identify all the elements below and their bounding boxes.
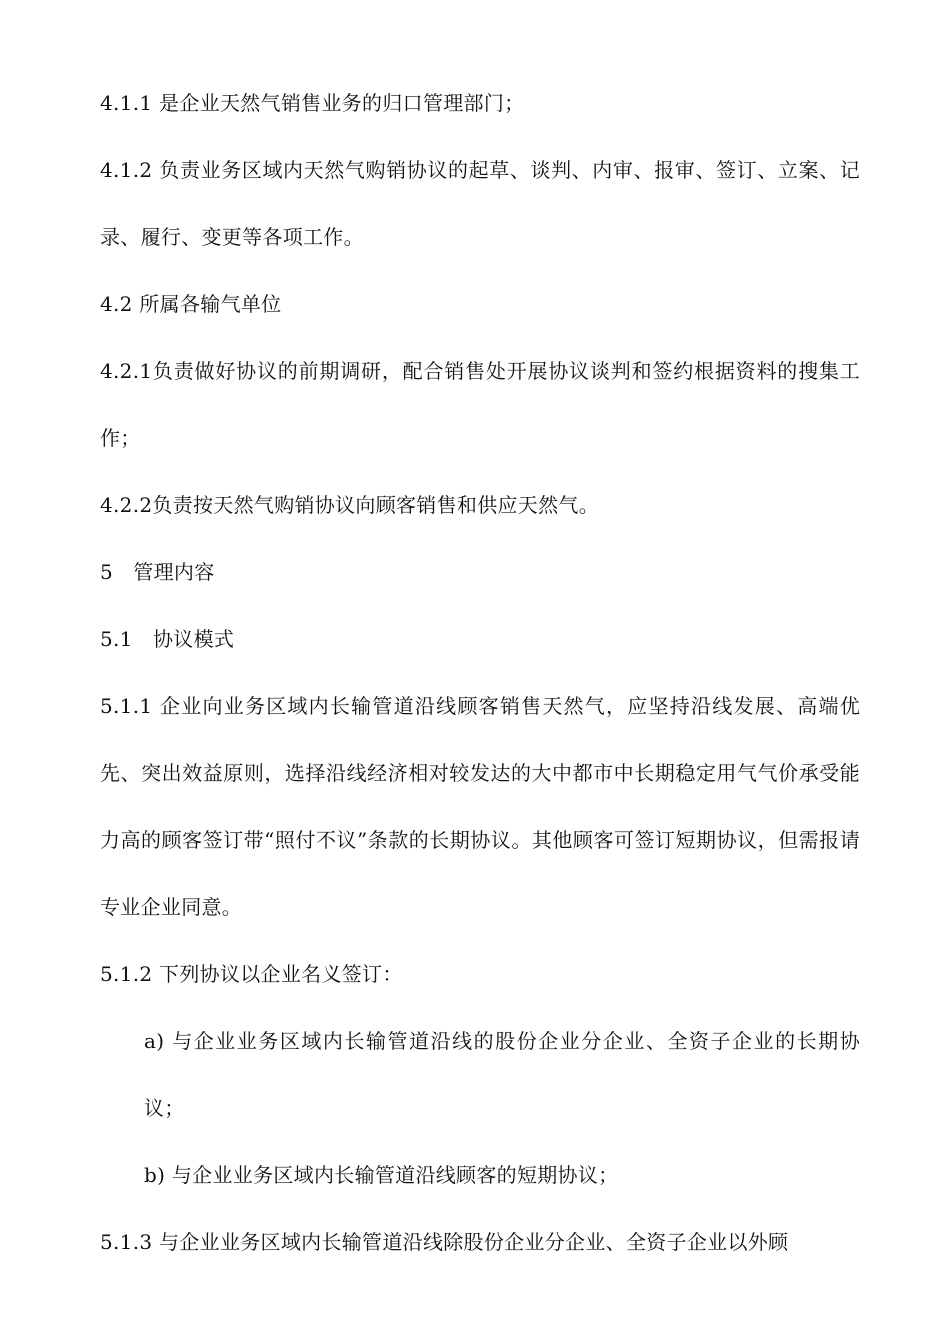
clause-5-1-3: 5.1.3 与企业业务区域内长输管道沿线除股份企业分企业、全资子企业以外顾 bbox=[100, 1230, 789, 1254]
list-item-b: b) 与企业业务区域内长输管道沿线顾客的短期协议； bbox=[144, 1163, 619, 1187]
clause-4-2-1: 4.2.1负责做好协议的前期调研，配合销售处开展协议谈判和签约根据资料的搜集工作； bbox=[100, 359, 860, 450]
section-5-1-heading: 5.1 协议模式 bbox=[100, 627, 235, 651]
document-body bbox=[100, 70, 860, 1276]
section-5-heading: 5 管理内容 bbox=[100, 560, 215, 584]
clause-4-1-1: 4.1.1 是企业天然气销售业务的归口管理部门； bbox=[100, 91, 525, 115]
clause-5-1-2: 5.1.2 下列协议以企业名义签订： bbox=[100, 962, 403, 986]
section-4-2-heading: 4.2 所属各输气单位 bbox=[100, 292, 282, 316]
clause-4-1-2: 4.1.2 负责业务区域内天然气购销协议的起草、谈判、内审、报审、签订、立案、记录、履行、变更等各项工作。 bbox=[100, 158, 860, 249]
list-item-a: a) 与企业业务区域内长输管道沿线的股份企业分企业、全资子企业的长期协议； bbox=[144, 1029, 860, 1120]
clause-4-2-2: 4.2.2负责按天然气购销协议向顾客销售和供应天然气。 bbox=[100, 493, 599, 517]
clause-5-1-1: 5.1.1 企业向业务区域内长输管道沿线顾客销售天然气，应坚持沿线发展、高端优先、突出效益原则，选择沿线经济相对较发达的大中都市中长期稳定用气气价承受能力高的顾客签订带“照付不议”条款的长期协议。其他顾客可签订短期协议，但需报请专业企业同意。 bbox=[100, 694, 860, 919]
